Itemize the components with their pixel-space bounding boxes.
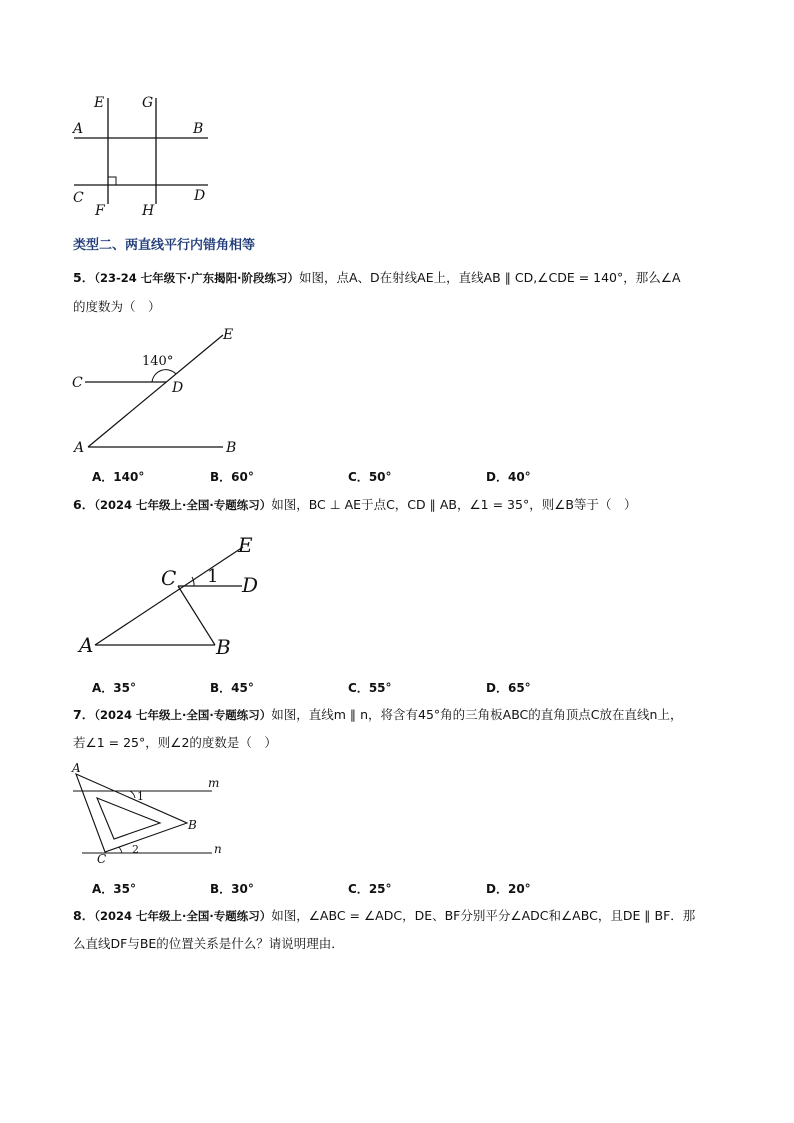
option-value: 60° — [231, 470, 254, 484]
label-c: C — [72, 375, 83, 391]
line-ae — [95, 547, 243, 645]
q8-text: 如图，∠ABC = ∠ADC，DE、BF分别平分∠ADC和∠ABC，且DE ∥ BF．那 — [271, 908, 696, 923]
q6-text: 如图，BC ⊥ AE于点C，CD ∥ AB，∠1 = 35°，则∠B等于（ ） — [271, 497, 637, 512]
q7-line1 — [73, 706, 682, 724]
q6-option-a[interactable] — [92, 679, 136, 696]
q7-line2: 若∠1 = 25°，则∠2的度数是（ ） — [73, 735, 277, 750]
label-n: n — [214, 842, 222, 856]
q6-figure — [70, 530, 270, 665]
section-title: 类型二、两直线平行内错角相等 — [73, 238, 256, 253]
label-a: A — [79, 633, 94, 657]
q7-text: 如图，直线m ∥ n，将含有45°角的三角板ABC的直角顶点C放在直线n上， — [271, 707, 683, 722]
label-c: C — [161, 566, 177, 590]
angle-2-arc — [119, 847, 122, 853]
option-letter: A． — [92, 882, 114, 896]
option-letter: B． — [210, 470, 232, 484]
label-b: B — [193, 121, 204, 137]
option-letter: A． — [92, 681, 114, 695]
q7-option-a[interactable] — [92, 880, 136, 897]
option-value: 30° — [231, 882, 254, 896]
option-value: 40° — [507, 470, 531, 484]
right-angle-mark — [108, 177, 116, 185]
q7-option-b[interactable] — [210, 880, 254, 897]
option-letter: B． — [210, 681, 232, 695]
option-letter: C． — [348, 681, 369, 695]
triangle-outer — [76, 774, 187, 852]
q5-option-a[interactable] — [92, 468, 144, 485]
label-f: F — [95, 203, 105, 219]
label-d: D — [194, 188, 206, 204]
q7-number: 7． — [73, 707, 95, 722]
q7-option-c[interactable] — [348, 880, 392, 897]
q8-number: 8． — [73, 908, 95, 923]
option-letter: B． — [210, 882, 232, 896]
label-d: D — [172, 380, 184, 396]
q6-source: （2024 七年级上·全国·专题练习） — [94, 498, 272, 512]
option-letter: C． — [348, 882, 369, 896]
q6-number: 6． — [73, 497, 95, 512]
label-1: 1 — [137, 790, 144, 803]
q6-option-c[interactable] — [348, 679, 392, 696]
label-e: E — [238, 533, 253, 557]
q7-figure — [62, 760, 237, 872]
label-g: G — [142, 95, 154, 111]
option-value: 20° — [507, 882, 531, 896]
option-value: 50° — [368, 470, 392, 484]
q6-line1 — [73, 496, 637, 514]
option-letter: D． — [486, 882, 508, 896]
option-value: 55° — [368, 681, 392, 695]
option-value: 65° — [507, 681, 531, 695]
option-value: 35° — [113, 882, 136, 896]
line-cb — [178, 586, 215, 645]
option-letter: D． — [486, 470, 508, 484]
q8-source: （2024 七年级上·全国·专题练习） — [94, 909, 272, 923]
label-b: B — [226, 440, 237, 456]
option-letter: D． — [486, 681, 508, 695]
q5-source: （23-24 七年级下·广东揭阳·阶段练习） — [94, 271, 299, 285]
angle-label: 140° — [142, 354, 174, 369]
option-value: 35° — [113, 681, 136, 695]
option-value: 140° — [113, 470, 145, 484]
label-c: C — [97, 852, 107, 866]
q5-option-d[interactable] — [486, 468, 531, 485]
q8-line2: 么直线DF与BE的位置关系是什么？请说明理由． — [73, 936, 344, 951]
q6-options — [92, 679, 612, 695]
option-letter: C． — [348, 470, 369, 484]
option-value: 25° — [368, 882, 392, 896]
q7-option-d[interactable] — [486, 880, 531, 897]
label-h: H — [142, 203, 155, 219]
q5-text: 如图，点A、D在射线AE上，直线AB ∥ CD,∠CDE = 140°，那么∠A — [298, 270, 681, 285]
label-e: E — [223, 327, 234, 343]
q8-line1 — [73, 907, 695, 925]
label-a: A — [74, 440, 85, 456]
q7-source: （2024 七年级上·全国·专题练习） — [94, 708, 272, 722]
angle-1-arc — [130, 791, 135, 798]
option-letter: A． — [92, 470, 114, 484]
q6-option-b[interactable] — [210, 679, 254, 696]
ray-ae — [88, 335, 223, 447]
q5-number: 5． — [73, 270, 95, 285]
q5-option-b[interactable] — [210, 468, 254, 485]
triangle-inner — [97, 798, 160, 839]
label-2: 2 — [132, 843, 139, 856]
q5-line2: 的度数为（ ） — [73, 299, 161, 314]
label-a: A — [73, 121, 84, 137]
q5-options — [92, 468, 612, 484]
label-1: 1 — [207, 566, 219, 587]
label-e: E — [94, 95, 105, 111]
figure-parallel-grid — [60, 90, 230, 225]
q5-line1 — [73, 269, 681, 287]
label-b: B — [216, 635, 231, 659]
q6-option-d[interactable] — [486, 679, 531, 696]
label-c: C — [73, 190, 84, 206]
label-a: A — [72, 761, 81, 775]
q5-figure — [65, 325, 255, 460]
q7-options — [92, 880, 612, 896]
label-m: m — [208, 776, 220, 790]
option-value: 45° — [231, 681, 254, 695]
angle-1-arc — [192, 577, 194, 586]
q5-option-c[interactable] — [348, 468, 392, 485]
label-d: D — [242, 573, 259, 597]
label-b: B — [188, 818, 197, 832]
